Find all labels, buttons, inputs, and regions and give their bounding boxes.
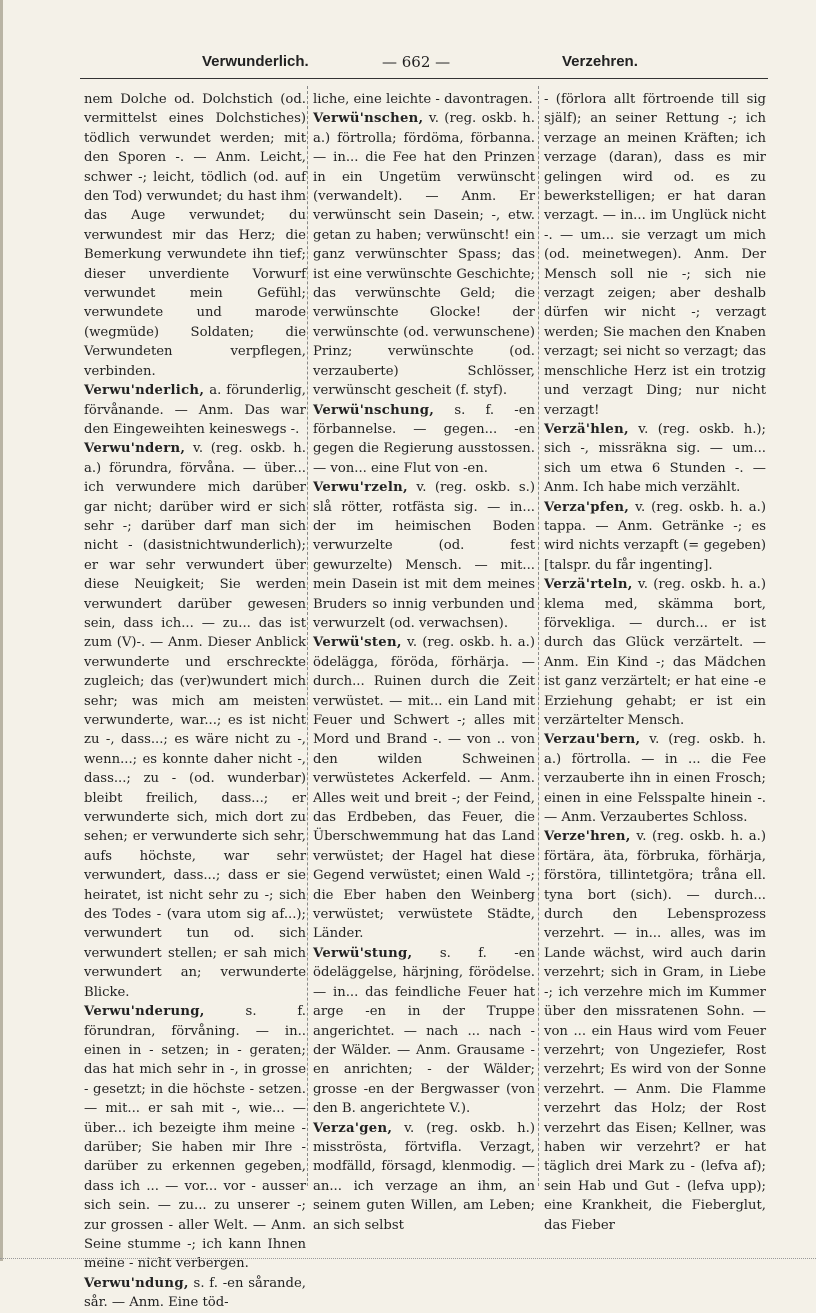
dictionary-entry [544, 575, 766, 730]
entry-headword: Verzä'rteln, [544, 577, 633, 593]
dictionary-entry [313, 401, 535, 479]
entry-definition: s. f. -en förbannelse. — gegen... -en gegen die Regierung ausstossen. — von... eine Flut von -en. [313, 402, 535, 476]
entry-definition: s. f. -en sårande, sår. — Anm. Eine töd- [84, 1275, 306, 1311]
dictionary-entry [84, 1002, 306, 1274]
entry-definition: a. förunderlig, förvånande. — Anm. Das war den Eingeweihten keineswegs -. [84, 383, 306, 437]
entry-definition: v. (reg. oskb. h. a.) klema med, skämma bort, förvekliga. — durch... er ist durch das Glück verzärtelt. — Anm. Ein Kind -; das Mädchen ist ganz verzärtelt; er hat eine -e Erziehung gehabt; er ist ein verzärtelter Mensch. [544, 577, 766, 728]
continued-entry-text: - (förlora allt förtroende till sig själf); an seiner Rettung -; ich verzage an meinen Kräften; ich verzage (daran), dass es mir gelingen wird od. es zu bewerkstelligen; er hat daran verzagt. — in... im Unglück nicht -. — um... sie verzagt um mich (od. meinetwegen). Anm. Der Mensch soll nie -; sich nie verzagt zeigen; aber deshalb dürfen wir nicht -; verzagt werden; Sie machen den Knaben verzagt; sei nicht so verzagt; das menschliche Herz ist ein trotzig und verzagt Ding; nur nicht verzagt! [544, 92, 766, 418]
dictionary-entry [84, 439, 306, 1002]
entry-definition: s. f. -en ödeläggelse, härjning, förödelse. — in... das feindliche Feuer hat arge -en in der Truppe angerichtet. — nach ... nach - der Wälder. — Anm. Grausame -en anrichten; - der Wälder; grosse -en der Bergwasser (von den B. angerichtete V.). [313, 945, 535, 1117]
dictionary-entry [544, 498, 766, 576]
entry-definition: v. (reg. oskb. h. a.) förtära, äta, förbruka, förhärja, förstöra, tillintetgöra; tråna ell. tyna bort (sich). — durch... durch den Lebensprozess verzehrt. — in... alles, was im Lande wächst, wird auch darin verzehrt; sich in Gram, in Liebe -; ich verzehre mich im Kummer über den missratenen Sohn. — von ... ein Haus wird vom Feuer verzehrt; von Ungeziefer, Rost verzehrt; Es wird von der Sonne verzehrt. — Anm. Die Flamme verzehrt das Holz; der Rost verzehrt das Eisen; Kellner, was haben wir verzehrt? er hat täglich drei Mark zu - (lefva af); sein Hab und Gut - (lefva upp); eine Krankheit, die Fieberglut, das Fieber [544, 829, 766, 1233]
entry-headword: Verwu'ndung, [84, 1275, 189, 1291]
entry-definition: v. (reg. oskb. h. a.) förtrolla. — in ... die Fee verzauberte ihn in einen Frosch; einen in eine Felsspalte hinein -. — Anm. Verzaubertes Schloss. [544, 732, 766, 826]
dictionary-entry [313, 109, 535, 400]
page-bottom-edge [0, 1258, 816, 1259]
page-number: — 662 — [382, 53, 451, 71]
dictionary-entry [544, 730, 766, 827]
running-header [80, 48, 770, 74]
entry-headword: Verze'hren, [544, 829, 631, 845]
entry-definition: v. (reg. oskb. h. a.) förtrolla; fördöma, förbanna. — in... die Fee hat den Prinzen in ein Ungetüm verwünscht (verwandelt). — Anm. Er verwünscht sein Dasein; -, etw. getan zu haben; verwünscht! ein ganz verwünschter Spass; das ist eine verwünschte Geschichte; das verwünschte Geld; die verwünschte Glocke! der verwünschte (od. verwunschene) Prinz; verwünschte (od. verzauberte) Schlösser, verwünscht gescheit (f. styf). [313, 111, 535, 399]
entry-headword: Verzau'bern, [544, 732, 641, 748]
entry-headword: Verzä'hlen, [544, 421, 629, 437]
header-rule [80, 78, 768, 79]
entry-definition: v. (reg. oskb. h.); sich -, missräkna sig. — um... sich um etwa 6 Stunden -. — Anm. Ich habe mich verzählt. [544, 421, 766, 496]
header-first-word: Verwunderlich. [202, 53, 309, 70]
dictionary-entry [544, 420, 766, 498]
entry-headword: Verwü'nschung, [313, 402, 435, 418]
continued-entry-text: nem Dolche od. Dolchstich (od. vermittelst eines Dolchstiches) tödlich verwundet werden; mit den Sporen -. — Anm. Leicht, schwer -; leicht, tödlich (od. auf den Tod) verwundet; du hast ihm das Auge verwundet; du verwundest mir das Herz; die Bemerkung verwundete ihn tief; dieser unverdiente Vorwurf verwundet mein Gefühl; verwundete und marode (wegmüde) Soldaten; die Verwundeten verpflegen, verbinden. [84, 92, 306, 379]
column-divider-2 [538, 86, 539, 1186]
entry-headword: Verwu'rzeln, [313, 480, 408, 496]
continued-entry-text: liche, eine leichte - davontragen. [313, 92, 533, 107]
entry-headword: Verza'pfen, [544, 499, 630, 515]
entry-definition: v. (reg. oskb. h. a.) tappa. — Anm. Getränke -; es wird nichts verzapft (= gegeben) [talspr. du får ingenting]. [544, 499, 766, 573]
dictionary-entry [84, 1274, 306, 1313]
entry-headword: Verwü'stung, [313, 945, 413, 961]
dictionary-entry [313, 944, 535, 1119]
page-spine-edge [0, 0, 3, 1261]
dictionary-entry [313, 1119, 535, 1235]
entry-definition: s. f. förundran, förvåning. — in.. einen in - setzen; in - geraten; das hat mich sehr in -, in grosse - gesetzt; in die höchste - setzen. — mit... er sah mit -, wie... — über... ich bezeigte ihm meine - darüber; Sie haben mir Ihre - darüber zu erkennen gegeben, dass ich ... — vor... vor - ausser sich sein. — zu... zu unserer -; zur grossen - aller Welt. — Anm. Seine stumme -; ich kann Ihnen meine - nicht verbergen. [84, 1004, 306, 1272]
dictionary-entry [313, 478, 535, 633]
entry-headword: Verwu'ndern, [84, 441, 186, 457]
column-divider-1 [307, 86, 308, 1186]
entry-headword: Verwu'nderung, [84, 1004, 205, 1020]
dictionary-entry [313, 633, 535, 944]
entry-definition: v. (reg. oskb. h. a.) ödelägga, föröda, förhärja. — durch... Ruinen durch die Zeit verwüstet. — mit... ein Land mit Feuer und Schwert -; alles mit Mord und Brand -. — von .. von den wilden Schweinen verwüstetes Ackerfeld. — Anm. Alles weit und breit -; der Feind, das Erdbeben, das Feuer, die Überschwemmung hat das Land verwüstet; der Hagel hat diese Gegend verwüstet; einen Wald -; die Eber haben den Weinberg verwüstet; verwüstete Städte, Länder. [313, 635, 535, 942]
header-last-word: Verzehren. [562, 53, 638, 70]
dictionary-entry [544, 827, 766, 1235]
column-2 [313, 90, 536, 1233]
column-1 [84, 90, 306, 1311]
entry-headword: Verwü'nschen, [313, 111, 424, 127]
column-3 [544, 90, 766, 1233]
entry-definition: v. (reg. oskb. s.) slå rötter, rotfästa sig. — in... der im heimischen Boden verwurzelte (od. fest gewurzelte) Mensch. — mit... mein Dasein ist mit dem meines Bruders so innig verbunden und verwurzelt (od. verwachsen). [313, 480, 535, 631]
dictionary-entry [84, 381, 306, 439]
entry-definition: v. (reg. oskb. h. a.) förundra, förvåna. — über... ich verwundere mich darüber gar nicht; darüber wird er sich sehr -; darüber darf man sich nicht - (dasistnichtwunderlich); er war sehr verwundert über diese Neuigkeit; Sie werden verwundert darüber gewesen sein, dass ich... — zu... das ist zum (V)-. — Anm. Dieser Anblick verwunderte und erschreckte zugleich; das (ver)wundert mich sehr; was mich am meisten verwunderte, war...; es ist nicht zu -, dass...; es wäre nicht zu -, wenn...; es konnte daher nicht -, dass...; zu - (od. wunderbar) bleibt freilich, dass...; er verwunderte sich, mich dort zu sehen; er verwunderte sich sehr, aufs höchste, war sehr verwundert, dass...; dass er sie heiratet, ist nicht sehr zu -; sich des Todes - (vara utom sig af...); verwundert tun od. sich verwundert stellen; er sah mich verwundert an; verwunderte Blicke. [84, 441, 306, 1000]
entry-headword: Verza'gen, [313, 1120, 393, 1136]
entry-headword: Verwü'sten, [313, 635, 402, 651]
entry-headword: Verwu'nderlich, [84, 383, 205, 399]
entry-definition: v. (reg. oskb. h.) misströsta, förtvifla. Verzagt, modfälld, försagd, klenmodig. — an... ich verzage an ihm, an seinem guten Willen, am Leben; an sich selbst [313, 1120, 536, 1233]
